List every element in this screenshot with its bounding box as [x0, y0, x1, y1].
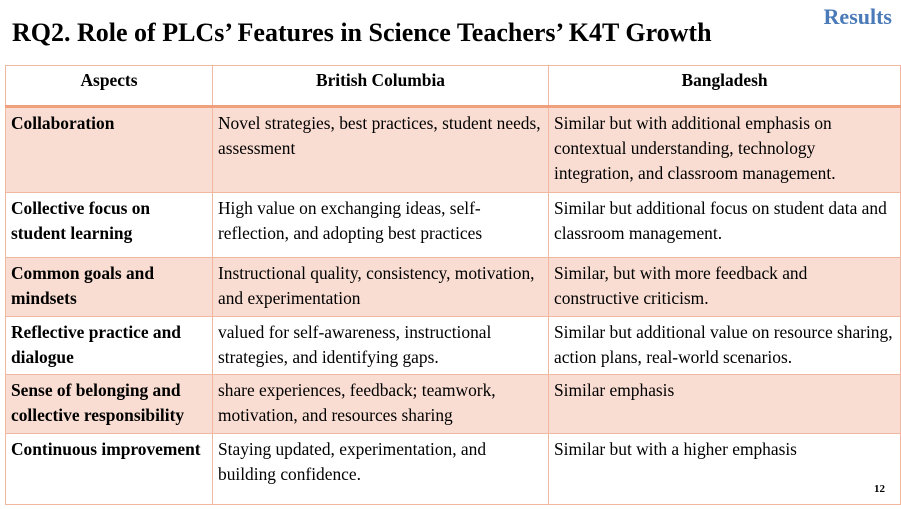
- comparison-table: [5, 65, 901, 505]
- bangladesh-cell: Similar but additional focus on student data and classroom management.: [549, 193, 901, 258]
- british-columbia-cell: Staying updated, experimentation, and building confidence.: [213, 434, 549, 505]
- header-british-columbia: British Columbia: [213, 66, 549, 107]
- header-aspects: Aspects: [6, 66, 213, 107]
- british-columbia-cell: Novel strategies, best practices, student needs, assessment: [213, 107, 549, 193]
- british-columbia-cell: valued for self-awareness, instructional strategies, and identifying gaps.: [213, 317, 549, 375]
- british-columbia-cell: High value on exchanging ideas, self-reflection, and adopting best practices: [213, 193, 549, 258]
- page-number: 12: [874, 483, 885, 495]
- table-row: [6, 258, 901, 317]
- aspect-cell: Collaboration: [6, 107, 213, 193]
- section-label: Results: [823, 4, 892, 29]
- bangladesh-cell: Similar but with a higher emphasis: [549, 434, 901, 505]
- british-columbia-cell: Instructional quality, consistency, motivation, and experimentation: [213, 258, 549, 317]
- aspect-cell: Sense of belonging and collective responsibility: [6, 375, 213, 434]
- table-row: [6, 193, 901, 258]
- aspect-cell: Common goals and mindsets: [6, 258, 213, 317]
- table-row: [6, 375, 901, 434]
- bangladesh-cell: Similar, but with more feedback and constructive criticism.: [549, 258, 901, 317]
- table-row: [6, 317, 901, 375]
- aspect-cell: Collective focus on student learning: [6, 193, 213, 258]
- table-row: [6, 107, 901, 193]
- bangladesh-cell: Similar emphasis: [549, 375, 901, 434]
- table-header-row: [6, 66, 901, 107]
- aspect-cell: Continuous improvement: [6, 434, 213, 505]
- british-columbia-cell: share experiences, feedback; teamwork, motivation, and resources sharing: [213, 375, 549, 434]
- table-row: [6, 434, 901, 505]
- header-bangladesh: Bangladesh: [549, 66, 901, 107]
- slide-title: RQ2. Role of PLCs’ Features in Science Teachers’ K4T Growth: [12, 18, 712, 47]
- bangladesh-cell: Similar but additional value on resource sharing, action plans, real-world scenarios.: [549, 317, 901, 375]
- aspect-cell: Reflective practice and dialogue: [6, 317, 213, 375]
- bangladesh-cell: Similar but with additional emphasis on contextual understanding, technology integration, and classroom management.: [549, 107, 901, 193]
